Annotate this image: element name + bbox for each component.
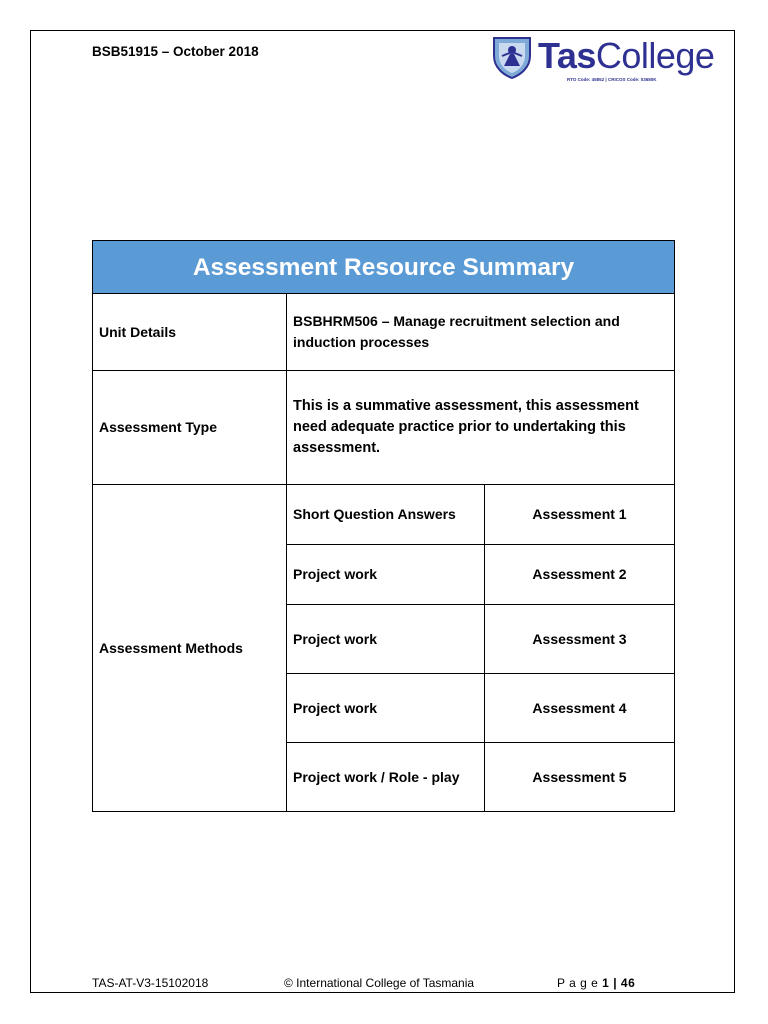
method-cell: Project work / Role - play: [287, 743, 485, 812]
assessment-cell: Assessment 1: [485, 485, 675, 545]
table-title: Assessment Resource Summary: [93, 241, 675, 294]
assessment-methods-label: Assessment Methods: [93, 485, 287, 812]
assessment-cell: Assessment 2: [485, 545, 675, 605]
table-row: [93, 485, 675, 545]
crest-icon: [490, 34, 534, 80]
method-cell: Project work: [287, 674, 485, 743]
unit-details-label: Unit Details: [93, 294, 287, 371]
assessment-cell: Assessment 3: [485, 605, 675, 674]
logo-rto-code: RTO Code: 45852 | CRICOS Code: 03680K: [567, 77, 657, 82]
assessment-cell: Assessment 5: [485, 743, 675, 812]
logo-wordmark: TasCollege: [538, 35, 715, 76]
footer-doc-code: TAS-AT-V3-15102018: [92, 976, 209, 990]
method-cell: Project work: [287, 545, 485, 605]
assessment-summary-table: [92, 240, 675, 812]
footer-copyright: © International College of Tasmania: [284, 976, 475, 990]
assessment-cell: Assessment 4: [485, 674, 675, 743]
assessment-type-value: This is a summative assessment, this assessment need adequate practice prior to undertaking this assessment.: [287, 371, 675, 485]
method-cell: Short Question Answers: [287, 485, 485, 545]
method-cell: Project work: [287, 605, 485, 674]
assessment-type-label: Assessment Type: [93, 371, 287, 485]
document-code: BSB51915 – October 2018: [92, 44, 259, 59]
unit-details-value: BSBHRM506 – Manage recruitment selection and induction processes: [287, 294, 675, 371]
footer-page-number: P a g e 1 | 46: [557, 976, 636, 990]
tascollege-logo: [490, 34, 730, 86]
